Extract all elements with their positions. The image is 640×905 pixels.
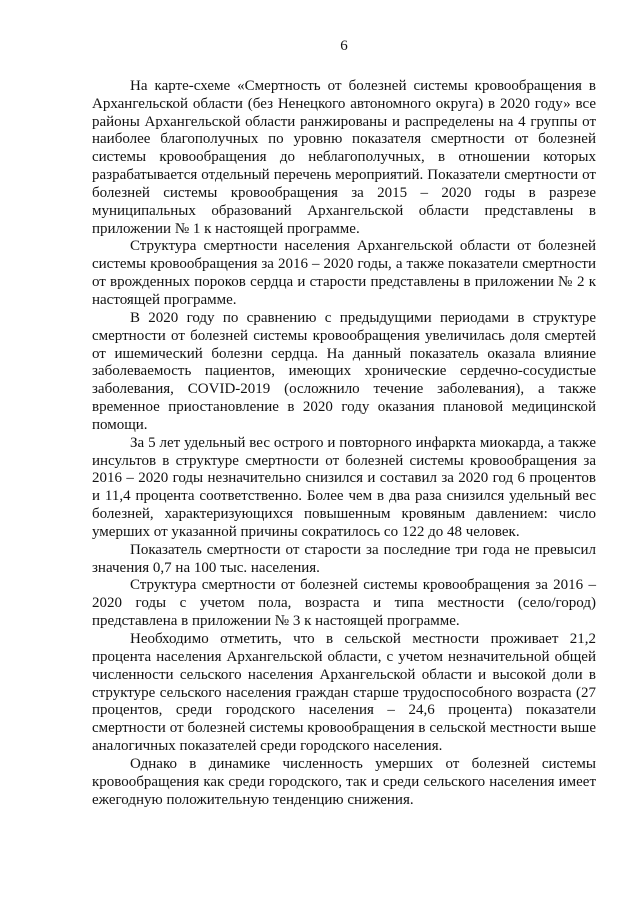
paragraph-map-scheme: На карте-схеме «Смертность от болезней системы кровообращения в Архангельской области (без Ненецкого автономного округа) в 2020 году» все районы Архангельской области ранжированы и распределены на 4 группы от наиболее благополучных по уровню показателя смертности от болезней системы кровообращения до неблагополучных, в отношении которых разрабатывается отдельный перечень мероприятий. Показатели смертности от болезней системы кровообращения за 2015 – 2020 годы в разрезе муниципальных образований Архангельской области представлены в приложении № 1 к настоящей программе.	[92, 77, 596, 237]
paragraph-dynamics: Однако в динамике численность умерших от болезней системы кровообращения как среди городского, так и среди сельского населения имеет ежегодную положительную тенденцию снижения.	[92, 755, 596, 808]
paragraph-2020-comparison: В 2020 году по сравнению с предыдущими периодами в структуре смертности от болезней системы кровообращения увеличилась доля смертей от ишемический болезни сердца. На данный показатель оказала влияние заболеваемость пациентов, имеющих хронические сердечно-сосудистые заболевания, COVID-2019 (осложнило течение заболевания), а также временное приостановление в 2020 году оказания плановой медицинской помощи.	[92, 309, 596, 433]
paragraph-old-age: Показатель смертности от старости за последние три года не превысил значения 0,7 на 100 тыс. населения.	[92, 541, 596, 576]
paragraph-sex-age-structure: Структура смертности от болезней системы кровообращения за 2016 – 2020 годы с учетом пола, возраста и типа местности (село/город) представлена в приложении № 3 к настоящей программе.	[92, 577, 596, 630]
paragraph-rural-population: Необходимо отметить, что в сельской местности проживает 21,2 процента населения Архангельской области, с учетом незначительной общей численности сельского населения Архангельской области и высокой доли в структуре сельского населения граждан старше трудоспособного возраста (27 процентов, среди городского населения – 24,6 процента) показатели смертности от болезней системы кровообращения в сельской местности выше аналогичных показателей среди городского населения.	[92, 631, 596, 755]
page-number: 6	[340, 38, 348, 54]
document-page	[92, 38, 596, 809]
paragraph-mortality-structure: Структура смертности населения Архангельской области от болезней системы кровообращения за 2016 – 2020 годы, а также показатели смертности от врожденных пороков сердца и старости представлены в приложении № 2 к настоящей программе.	[92, 238, 596, 308]
paragraph-infarction-stroke: За 5 лет удельный вес острого и повторного инфаркта миокарда, а также инсультов в структуре смертности от болезней системы кровообращения за 2016 – 2020 годы незначительно снизился и составил за 2020 год 6 процентов и 11,4 процента соответственно. Более чем в два раза снизился удельный вес болезней, характеризующихся повышенным кровяным давлением: число умерших от указанной причины сократилось со 122 до 48 человек.	[92, 434, 596, 540]
